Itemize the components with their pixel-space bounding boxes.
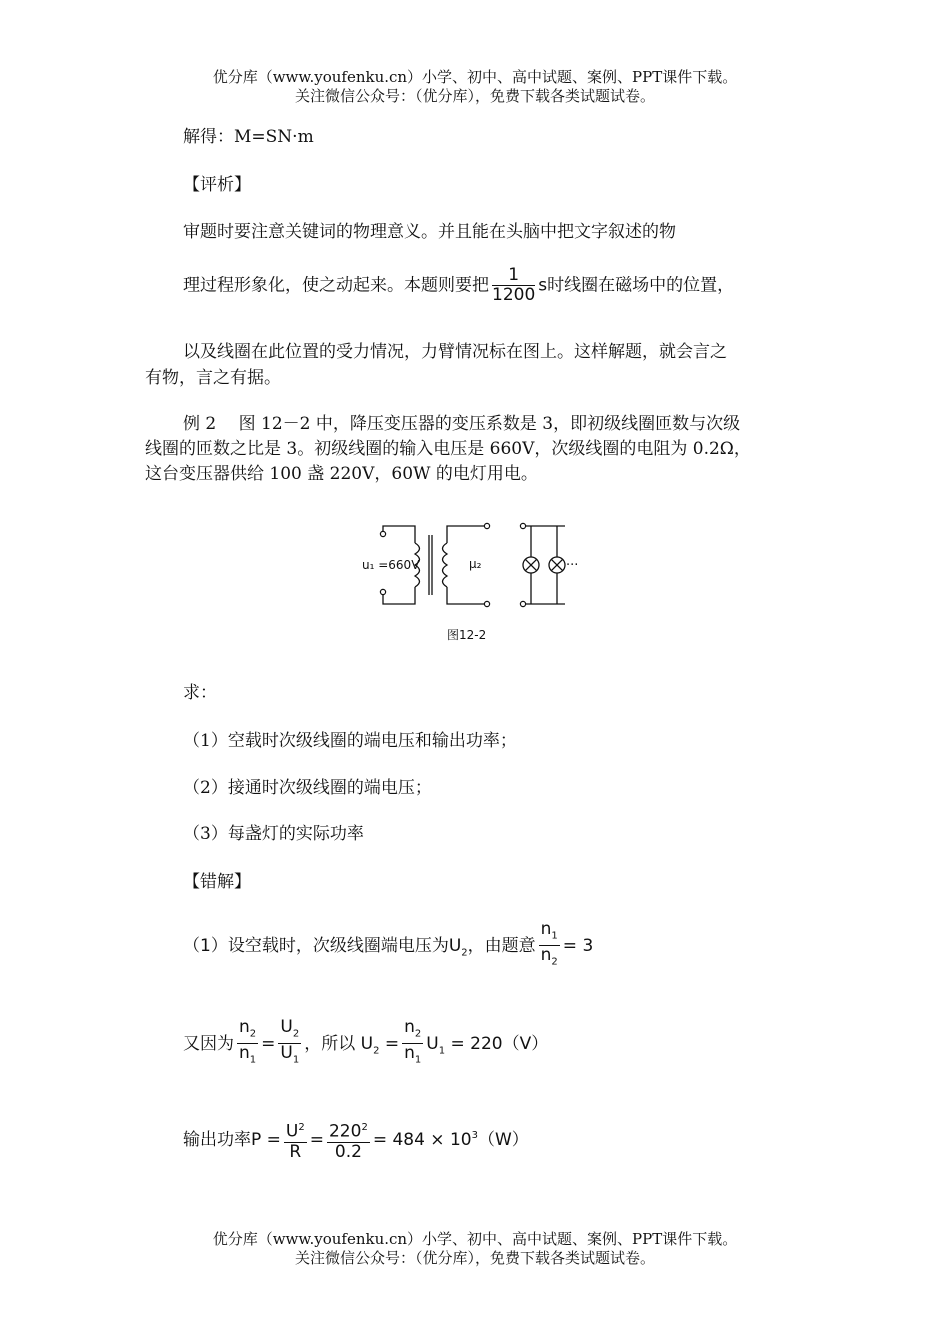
example-line-1: 例 2 图 12－2 中，降压变压器的变压系数是 3，即初级线圈匝数与次级 bbox=[183, 414, 741, 434]
wrong-step-1 bbox=[183, 920, 593, 972]
step-3-lead: 输出功率P = bbox=[183, 1129, 281, 1150]
wrong-step-2: 又因为 $\frac{n_2}{n_1}$ = $\frac{U_2}{U_1}$ ，所以 $U_2$ = $\frac{n_2}{n_1}$ $U_1 = 220(V)$ bbox=[183, 1018, 548, 1070]
fraction-u2-r: $\frac{U^2}{R}$ bbox=[284, 1118, 307, 1162]
step-3-exponent: 3 bbox=[471, 1130, 478, 1142]
ratio-value: = 3 bbox=[562, 935, 594, 956]
terminal-load-top bbox=[520, 523, 525, 528]
example-line-2: 线圈的匝数之比是 3。初级线圈的输入电压是 660V，次级线圈的电阻为 0.2Ω， bbox=[145, 439, 751, 459]
step-2-middle: ，所以 U bbox=[304, 1033, 374, 1054]
question-1: （1）空载时次级线圈的端电压和输出功率； bbox=[183, 731, 517, 751]
transformer-figure bbox=[355, 515, 595, 650]
fraction-u2-u1: $\frac{U_2}{U_1}$ bbox=[280, 1017, 300, 1066]
fraction-n2-n1-b: $\frac{n_2}{n_1}$ bbox=[404, 1017, 422, 1066]
ratio-den-sub: 2 bbox=[551, 956, 558, 968]
question-3: （3）每盏灯的实际功率 bbox=[183, 824, 364, 844]
primary-wire-bottom bbox=[383, 587, 415, 604]
ratio-den: n bbox=[540, 945, 552, 966]
wrong-solution-heading: 【错解】 bbox=[183, 872, 251, 892]
secondary-wire-top bbox=[447, 526, 485, 543]
footer-line-2: 关注微信公众号：（优分库），免费下载各类试题试卷。 bbox=[294, 1249, 655, 1267]
fraction-numerator: 1 bbox=[492, 266, 535, 286]
analysis-heading: 【评析】 bbox=[183, 175, 251, 195]
analysis-line-1: 审题时要注意关键词的物理意义。并且能在头脑中把文字叙述的物 bbox=[183, 222, 676, 242]
analysis-line-4: 有物，言之有据。 bbox=[145, 368, 281, 388]
step-2-result: = 220（V） bbox=[450, 1033, 549, 1054]
power-num: U bbox=[285, 1121, 299, 1142]
label-u2: μ₂ bbox=[469, 557, 482, 571]
secondary-wire-bottom bbox=[447, 587, 485, 604]
analysis-line-2 bbox=[183, 266, 734, 305]
fraction-denominator: 1200 bbox=[492, 285, 536, 305]
value-den: 0.2 bbox=[334, 1141, 362, 1162]
terminal-primary-bottom bbox=[380, 589, 385, 594]
wrong-step-3: 输出功率P = $\frac{U^2}{R}$ = $\frac{220^2}{0.2}$ = $484 \times 10^3(W)$ bbox=[183, 1118, 529, 1162]
secondary-coil bbox=[443, 543, 448, 587]
terminal-primary-top bbox=[380, 531, 385, 536]
step-2-lead: 又因为 bbox=[183, 1033, 234, 1054]
header-line-2: 关注微信公众号：（优分库），免费下载各类试题试卷。 bbox=[294, 87, 655, 105]
step-3-result: = 484 × 10 bbox=[372, 1129, 472, 1150]
value-num: 220 bbox=[328, 1121, 362, 1142]
ask-line: 求： bbox=[183, 683, 217, 703]
step-3-unit: （W） bbox=[477, 1129, 529, 1150]
figure-caption: 图12-2 bbox=[447, 628, 487, 642]
label-u1: u₁ =660V bbox=[362, 558, 420, 572]
terminal-secondary-top bbox=[484, 523, 489, 528]
ratio-num: n bbox=[540, 919, 552, 939]
example-line-3: 这台变压器供给 100 盏 220V，60W 的电灯用电。 bbox=[145, 464, 538, 484]
step-1-middle: ，由题意 bbox=[467, 935, 536, 956]
analysis-line-2-start: 理过程形象化，使之动起来。本题则要把 bbox=[183, 275, 489, 296]
lamp-ellipsis: ··· bbox=[566, 558, 579, 573]
power-den: R bbox=[289, 1141, 302, 1162]
terminal-load-bottom bbox=[520, 601, 525, 606]
solution-line: 解得：M=SN·m bbox=[183, 127, 314, 147]
fraction-n2-n1: $\frac{n_2}{n_1}$ bbox=[239, 1017, 257, 1066]
header-line-1: 优分库（www.youfenku.cn）小学、初中、高中试题、案例、PPT课件下载。 bbox=[212, 68, 738, 86]
step-1-text: （1）设空载时，次级线圈端电压为U bbox=[183, 935, 462, 956]
ratio-num-sub: 1 bbox=[551, 930, 558, 942]
page-header bbox=[0, 68, 950, 106]
time-fraction bbox=[492, 266, 535, 305]
question-2: （2）接通时次级线圈的端电压； bbox=[183, 778, 432, 798]
terminal-secondary-bottom bbox=[484, 601, 489, 606]
fraction-220-02: $\frac{220^2}{0.2}$ bbox=[327, 1118, 370, 1162]
u2-subscript: 2 bbox=[461, 947, 468, 959]
turns-ratio-fraction bbox=[539, 920, 560, 972]
analysis-line-3: 以及线圈在此位置的受力情况，力臂情况标在图上。这样解题，就会言之 bbox=[183, 342, 727, 362]
footer-line-1: 优分库（www.youfenku.cn）小学、初中、高中试题、案例、PPT课件下载。 bbox=[212, 1230, 738, 1248]
analysis-line-2-end: s时线圈在磁场中的位置， bbox=[538, 275, 735, 296]
page-footer bbox=[0, 1230, 950, 1268]
primary-wire-top bbox=[383, 526, 415, 543]
